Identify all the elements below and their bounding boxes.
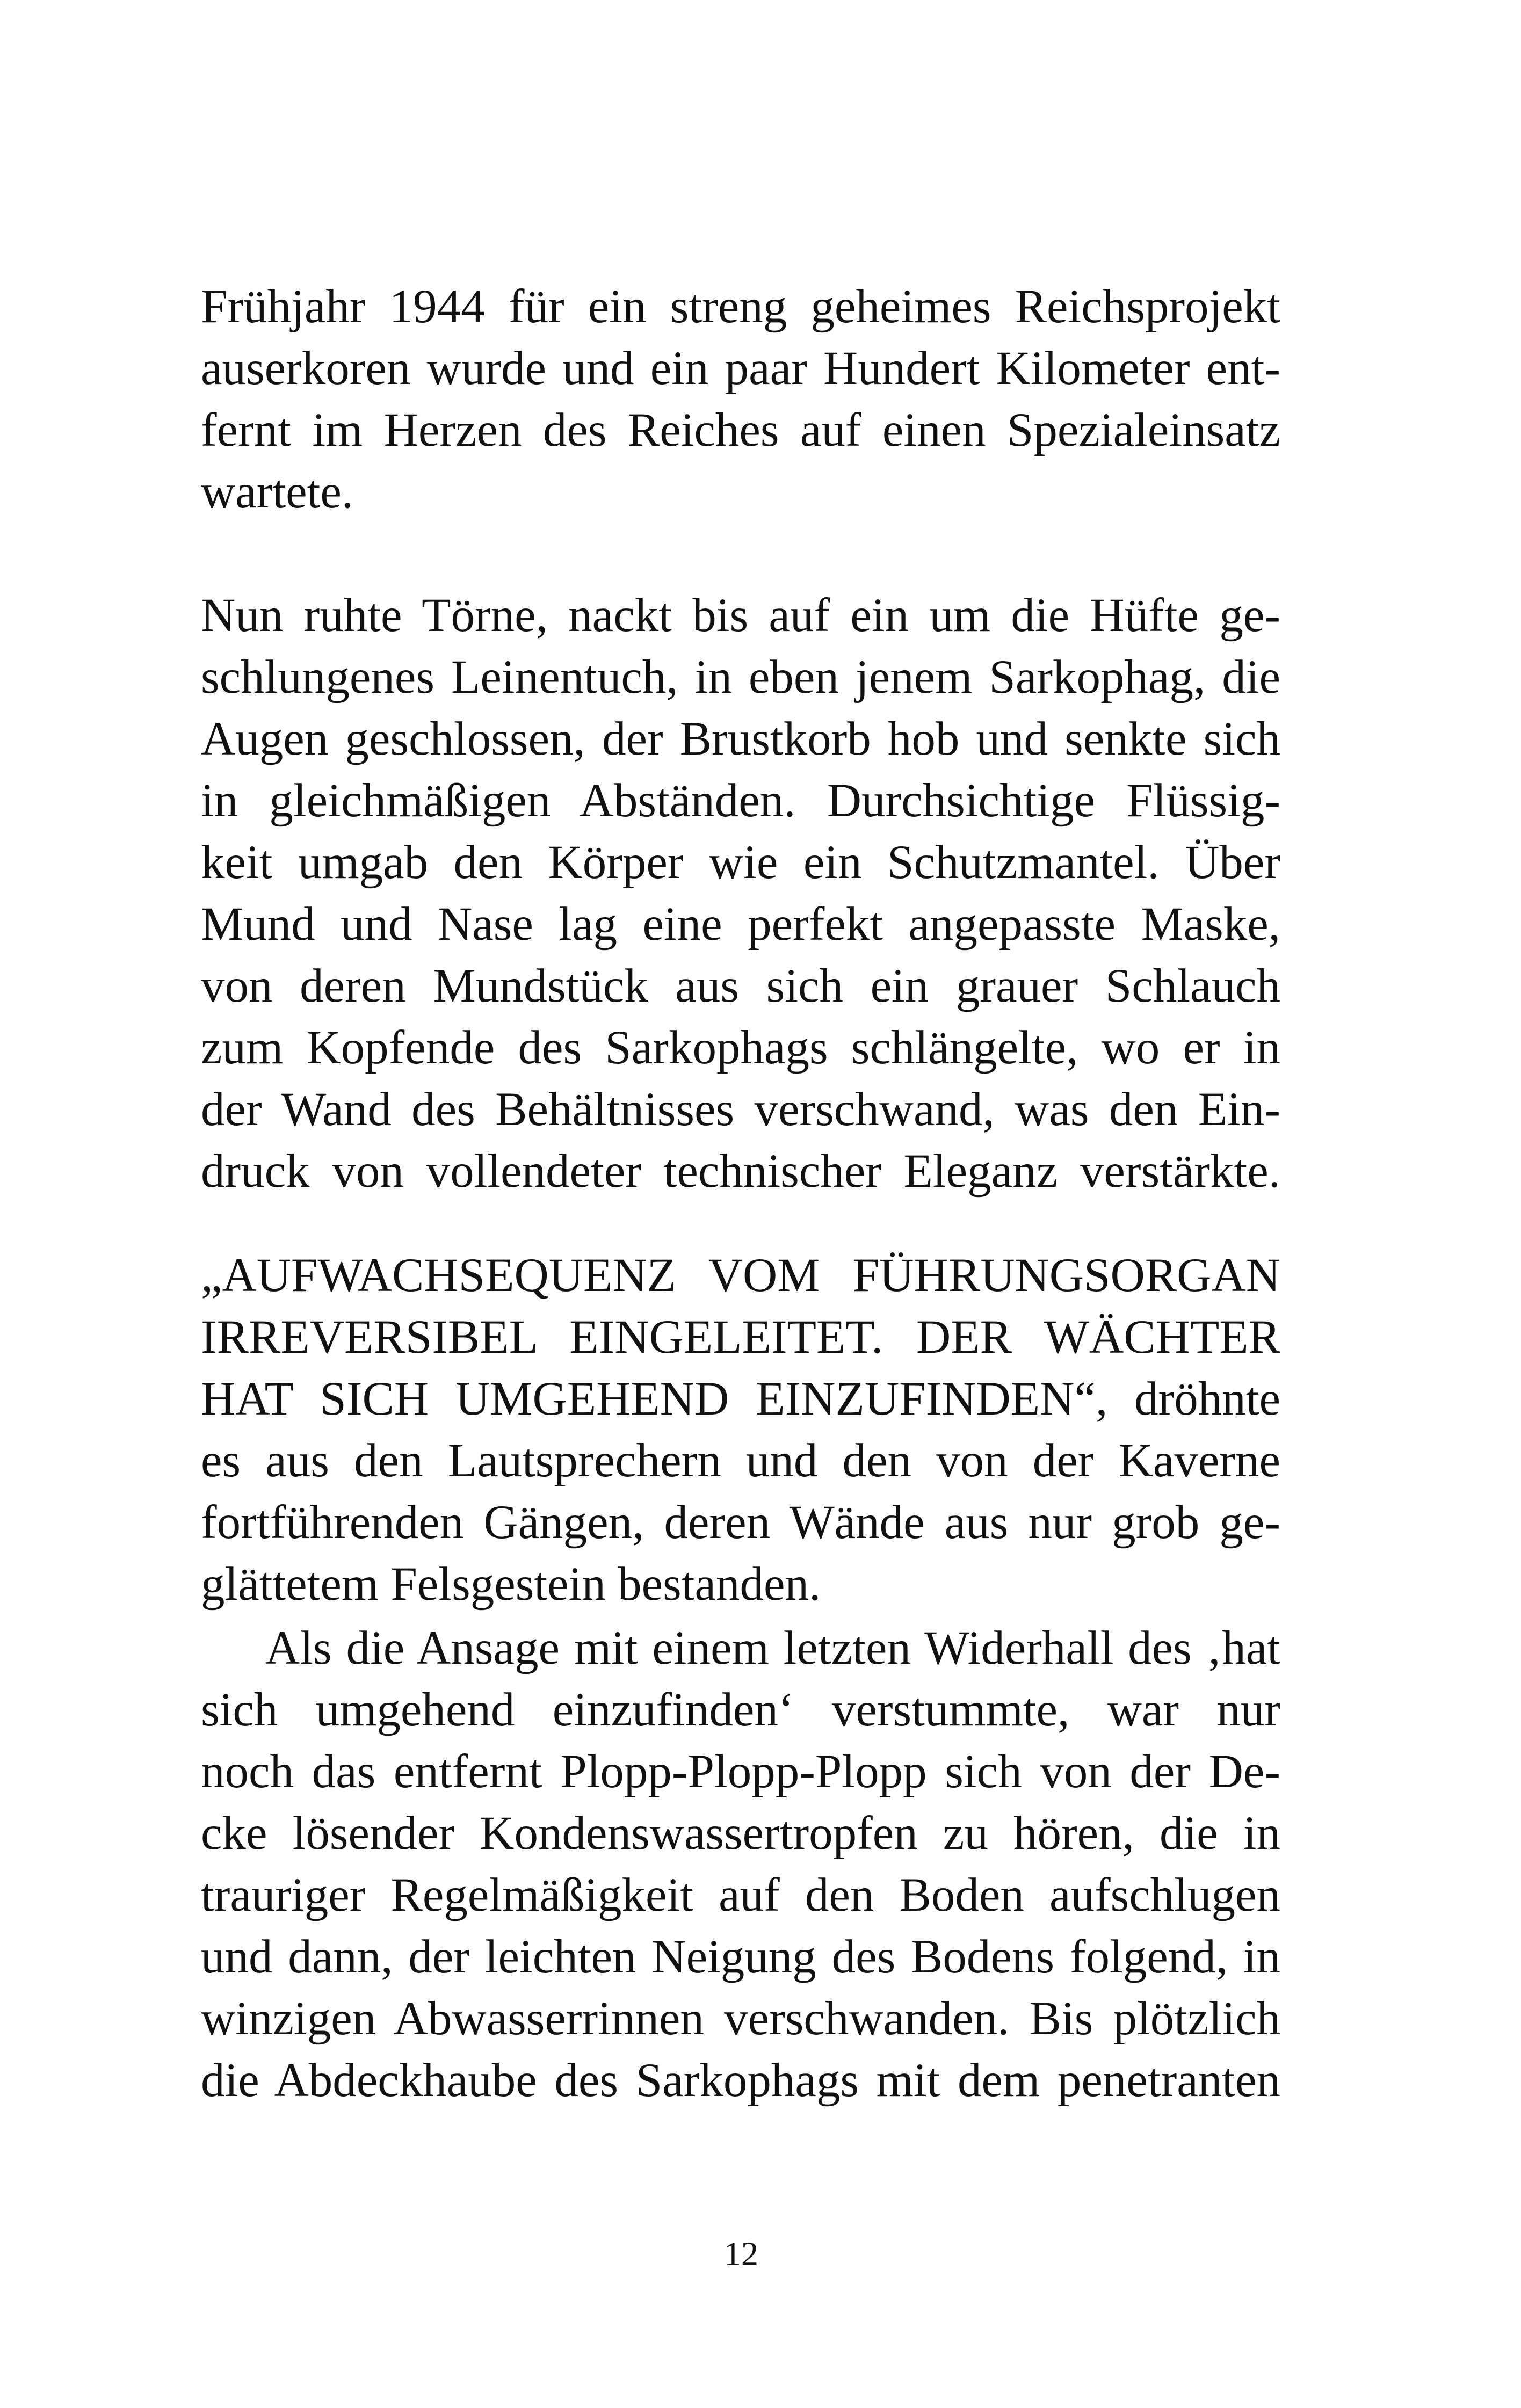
text-line: schlungenes Leinentuch, in eben jenem Sarkophag, die — [201, 651, 1280, 703]
text-line: Als die Ansage mit einem letzten Widerhall des ‚hat — [265, 1622, 1280, 1674]
text-line: es aus den Lautsprechern und den von der Kaverne — [201, 1434, 1280, 1487]
text-line: Frühjahr 1944 für ein streng geheimes Reichsprojekt — [201, 280, 1280, 333]
text-line: Augen geschlossen, der Brustkorb hob und senkte sich — [201, 713, 1280, 765]
paragraph-2 — [201, 585, 1280, 1202]
text-line: druck von vollendeter technischer Eleganz verstärkte. — [201, 1145, 1280, 1198]
text-line: glättetem Felsgestein bestanden. — [201, 1558, 821, 1611]
text-line: IRREVERSIBEL EINGELEITET. DER WÄCHTER — [201, 1311, 1280, 1363]
text-line: winzigen Abwasserrinnen verschwanden. Bis plötzlich — [201, 1992, 1280, 2045]
text-line: keit umgab den Körper wie ein Schutzmantel. Über — [201, 836, 1280, 889]
text-line: in gleichmäßigen Abständen. Durchsichtige Flüssig- — [201, 774, 1280, 827]
text-line: von deren Mundstück aus sich ein grauer Schlauch — [201, 960, 1280, 1012]
text-line: HAT SICH UMGEHEND EINZUFINDEN“, dröhnte — [201, 1373, 1280, 1425]
text-line: die Abdeckhaube des Sarkophags mit dem penetranten — [201, 2054, 1280, 2107]
text-line: wartete. — [201, 466, 354, 518]
text-line: Mund und Nase lag eine perfekt angepasste Maske, — [201, 898, 1280, 951]
text-line: noch das entfernt Plopp-Plopp-Plopp sich von der De- — [201, 1745, 1280, 1798]
text-line: „AUFWACHSEQUENZ VOM FÜHRUNGSORGAN — [201, 1249, 1280, 1302]
text-line: der Wand des Behältnisses verschwand, was den Ein- — [201, 1083, 1280, 1136]
text-line: fernt im Herzen des Reiches auf einen Spezialeinsatz — [201, 404, 1280, 456]
text-line: fortführenden Gängen, deren Wände aus nur grob ge- — [201, 1496, 1280, 1549]
text-line: und dann, der leichten Neigung des Bodens folgend, in — [201, 1931, 1280, 1983]
text-line: sich umgehend einzufinden‘ verstummte, war nur — [201, 1684, 1280, 1736]
text-line: zum Kopfende des Sarkophags schlängelte, wo er in — [201, 1021, 1280, 1074]
paragraph-4 — [201, 1618, 1280, 2112]
paragraph-3 — [201, 1245, 1280, 1615]
page-number: 12 — [724, 2235, 758, 2273]
text-line: Nun ruhte Törne, nackt bis auf ein um die Hüfte ge- — [201, 589, 1280, 642]
text-line: trauriger Regelmäßigkeit auf den Boden aufschlugen — [201, 1869, 1280, 1921]
paragraph-1 — [201, 276, 1280, 523]
text-line: cke lösender Kondenswassertropfen zu hören, die in — [201, 1807, 1280, 1860]
text-line: auserkoren wurde und ein paar Hundert Kilometer ent- — [201, 342, 1280, 395]
